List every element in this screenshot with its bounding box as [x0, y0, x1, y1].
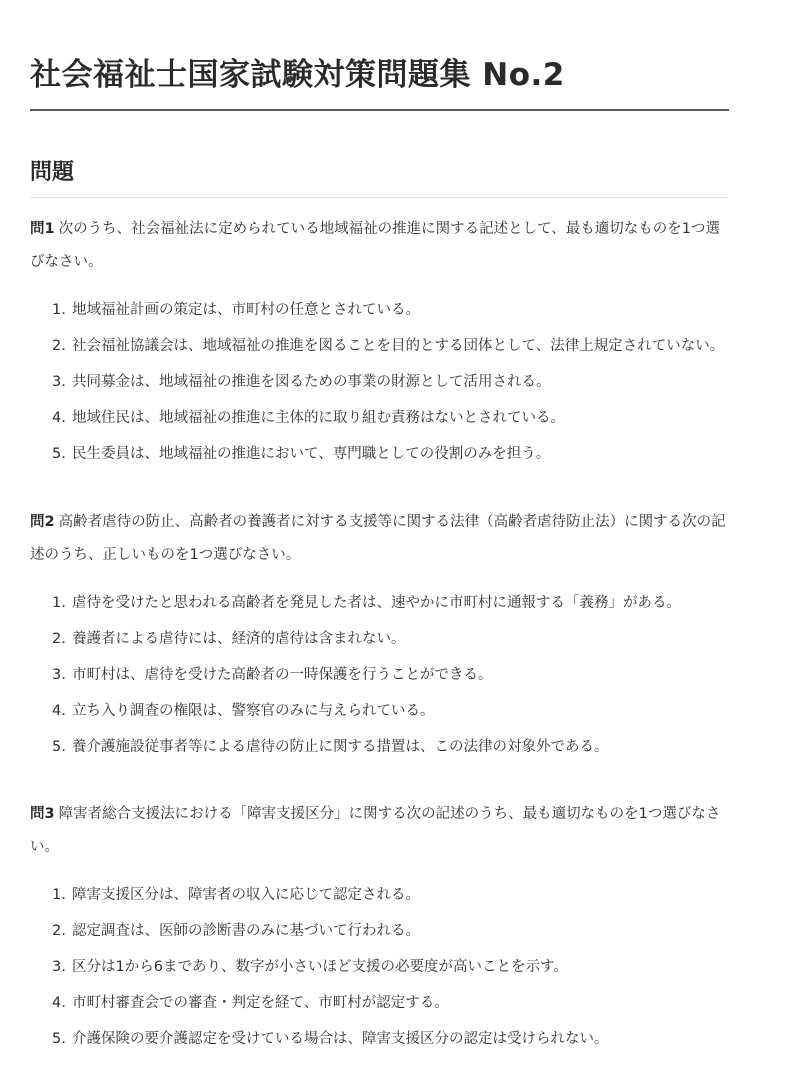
question-3-option-5 — [30, 1023, 732, 1056]
question-1-text — [30, 213, 730, 279]
question-3-option-1 — [30, 879, 732, 912]
option-number: 4. — [52, 703, 66, 719]
option-number: 4. — [52, 995, 66, 1011]
section-divider — [30, 197, 729, 198]
option-text: 民生委員は、地域福祉の推進において、専門職としての役割のみを担う。 — [72, 446, 551, 462]
option-text: 社会福祉協議会は、地域福祉の推進を図ることを目的とする団体として、法律上規定されていない。 — [72, 338, 725, 354]
question-2 — [30, 506, 730, 764]
title-divider — [30, 109, 729, 111]
question-3-option-2 — [30, 915, 732, 948]
question-1-stem: 次のうち、社会福祉法に定められている地域福祉の推進に関する記述として、最も適切なものを1つ選びなさい。 — [30, 221, 721, 270]
question-3-stem: 障害者総合支援法における「障害支援区分」に関する次の記述のうち、最も適切なものを1つ選びなさい。 — [30, 806, 721, 855]
question-2-option-4 — [30, 695, 732, 728]
page-title: 社会福祉士国家試験対策問題集 No.2 — [30, 57, 565, 93]
question-2-text — [30, 506, 730, 572]
option-number: 5. — [52, 739, 66, 755]
option-number: 1. — [52, 887, 66, 903]
question-1-option-2 — [30, 330, 732, 363]
option-number: 5. — [52, 1031, 66, 1047]
option-text: 虐待を受けたと思われる高齢者を発見した者は、速やかに市町村に通報する「義務」がある。 — [72, 595, 681, 611]
question-3-option-3 — [30, 951, 732, 984]
question-2-options — [30, 587, 730, 764]
option-number: 3. — [52, 667, 66, 683]
question-1 — [30, 213, 730, 471]
option-number: 3. — [52, 374, 66, 390]
question-2-option-1 — [30, 587, 732, 620]
question-3-options — [30, 879, 730, 1056]
option-number: 4. — [52, 410, 66, 426]
option-number: 5. — [52, 446, 66, 462]
question-1-number: 問1 — [30, 221, 55, 237]
option-text: 立ち入り調査の権限は、警察官のみに与えられている。 — [72, 703, 435, 719]
question-1-option-5 — [30, 438, 732, 471]
question-2-option-5 — [30, 731, 732, 764]
option-text: 障害支援区分は、障害者の収入に応じて認定される。 — [72, 887, 420, 903]
question-3-option-4 — [30, 987, 732, 1020]
question-1-options — [30, 294, 730, 471]
option-number: 2. — [52, 338, 66, 354]
option-number: 3. — [52, 959, 66, 975]
question-2-option-2 — [30, 623, 732, 656]
option-text: 介護保険の要介護認定を受けている場合は、障害支援区分の認定は受けられない。 — [72, 1031, 609, 1047]
section-heading: 問題 — [30, 160, 75, 185]
option-number: 2. — [52, 923, 66, 939]
question-3-text — [30, 798, 730, 864]
option-text: 市町村は、虐待を受けた高齢者の一時保護を行うことができる。 — [72, 667, 493, 683]
option-number: 1. — [52, 595, 66, 611]
question-2-option-3 — [30, 659, 732, 692]
question-1-option-1 — [30, 294, 732, 327]
option-text: 共同募金は、地域福祉の推進を図るための事業の財源として活用される。 — [72, 374, 551, 390]
option-text: 養介護施設従事者等による虐待の防止に関する措置は、この法律の対象外である。 — [72, 739, 609, 755]
question-3 — [30, 798, 730, 1056]
option-text: 区分は1から6まであり、数字が小さいほど支援の必要度が高いことを示す。 — [72, 959, 568, 975]
option-number: 1. — [52, 302, 66, 318]
option-number: 2. — [52, 631, 66, 647]
question-1-option-3 — [30, 366, 732, 399]
question-2-number: 問2 — [30, 514, 55, 530]
question-1-option-4 — [30, 402, 732, 435]
question-2-stem: 高齢者虐待の防止、高齢者の養護者に対する支援等に関する法律（高齢者虐待防止法）に関する次の記述のうち、正しいものを1つ選びなさい。 — [30, 514, 726, 563]
option-text: 地域住民は、地域福祉の推進に主体的に取り組む責務はないとされている。 — [72, 410, 565, 426]
option-text: 認定調査は、医師の診断書のみに基づいて行われる。 — [72, 923, 420, 939]
question-3-number: 問3 — [30, 806, 55, 822]
option-text: 養護者による虐待には、経済的虐待は含まれない。 — [72, 631, 406, 647]
option-text: 地域福祉計画の策定は、市町村の任意とされている。 — [72, 302, 420, 318]
option-text: 市町村審査会での審査・判定を経て、市町村が認定する。 — [72, 995, 449, 1011]
